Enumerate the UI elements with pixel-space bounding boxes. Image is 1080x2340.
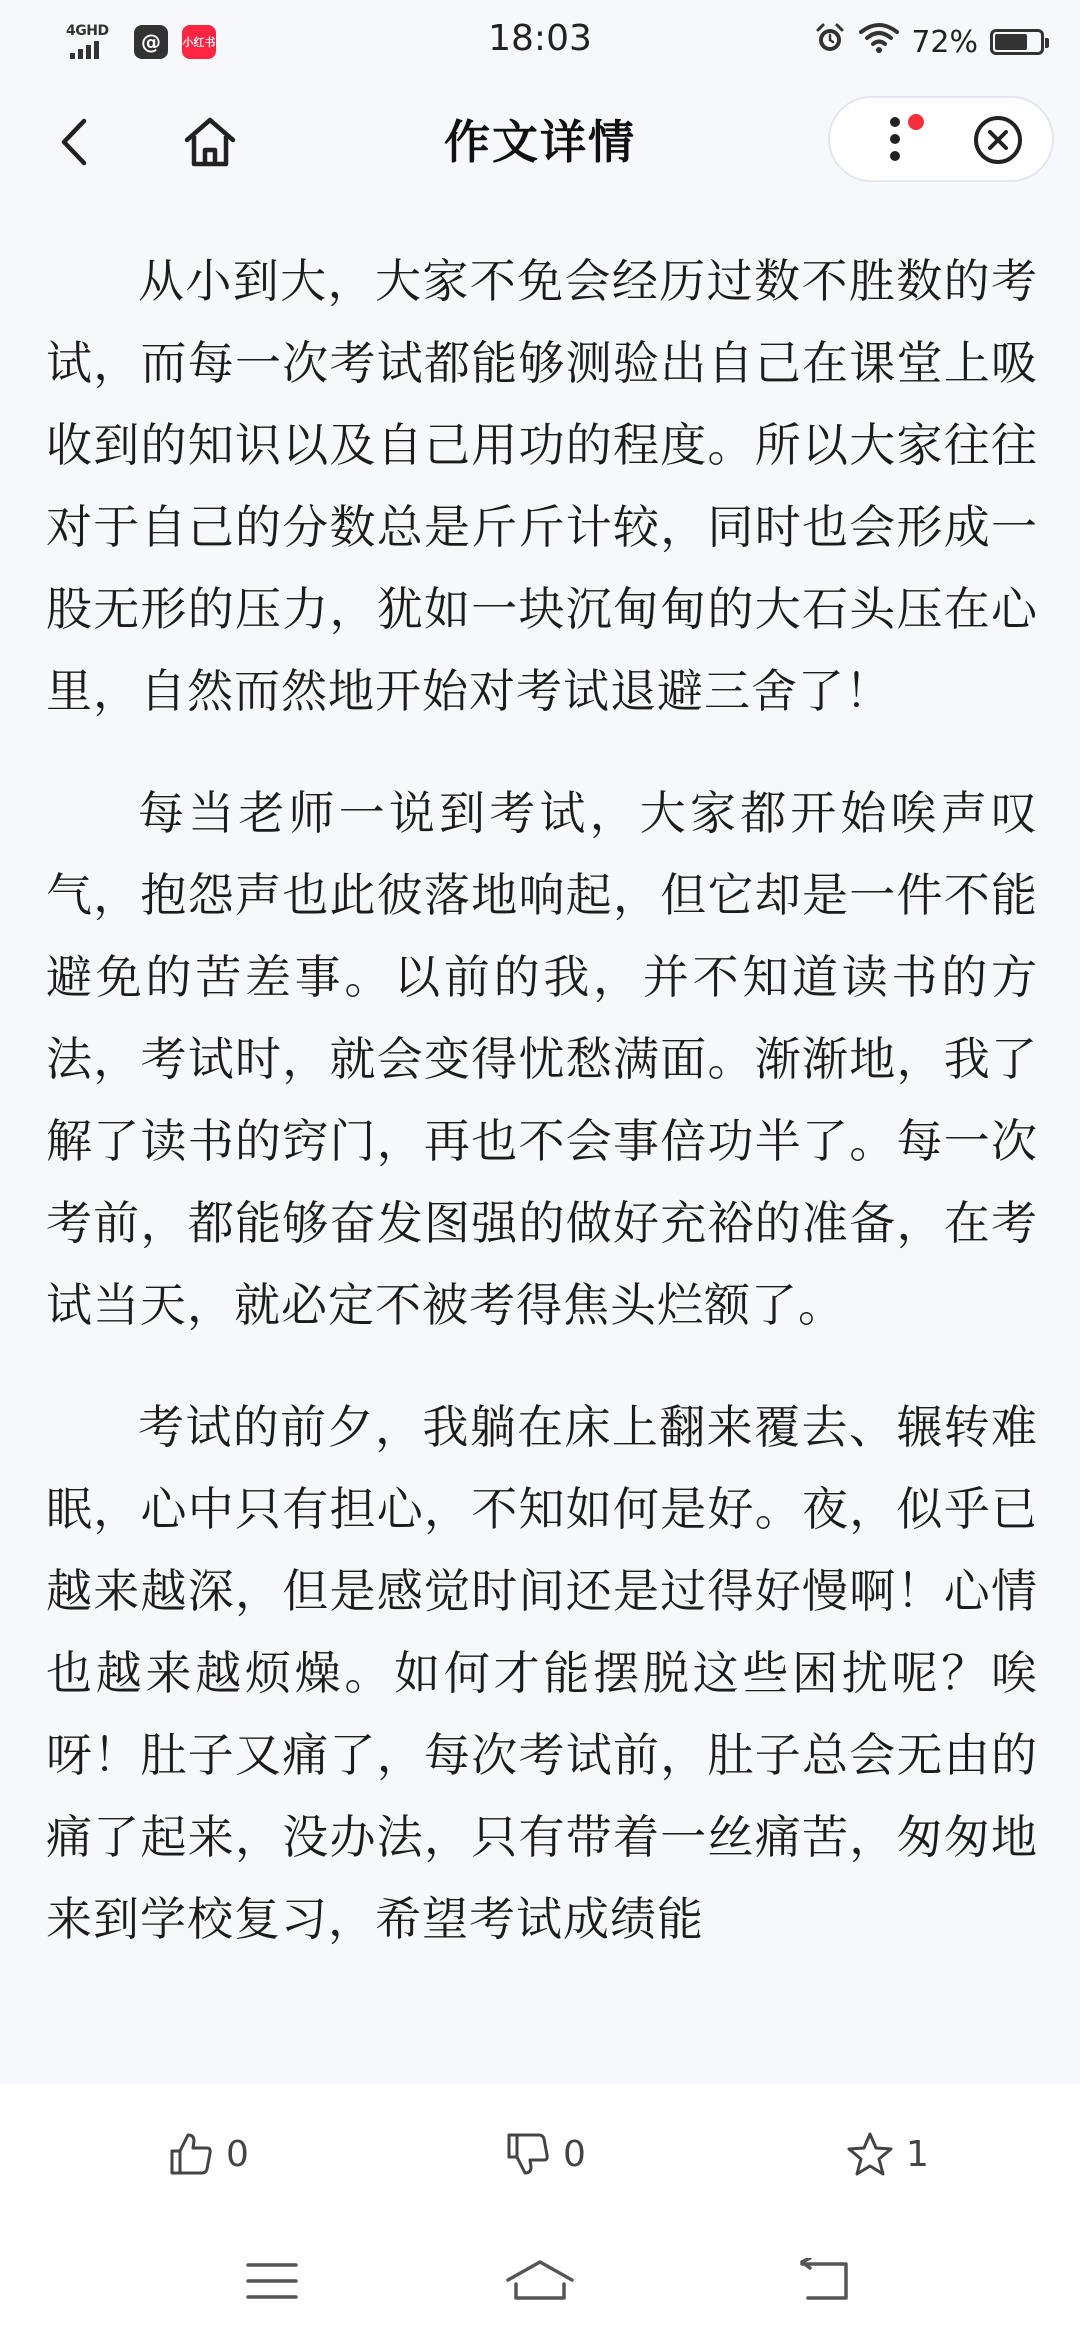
home-outline-icon (504, 2258, 576, 2304)
dislike-button[interactable] (505, 2114, 586, 2194)
battery-percent: 72% (911, 24, 978, 60)
favorite-button[interactable] (846, 2114, 929, 2194)
recent-apps-button[interactable] (232, 2246, 312, 2316)
like-count: 0 (226, 2133, 249, 2175)
article-paragraph: 每当老师一说到考试，大家都开始唉声叹气，抱怨声也此彼落地响起，但它却是一件不能避免的苦差事。以前的我，并不知道读书的方法，考试时，就会变得忧愁满面。渐渐地，我了解了读书的窍门，再也不会事倍功半了。每一次考前，都能够奋发图强的做好充裕的准备，在考试当天，就必定不被考得焦头烂额了。 (46, 786, 1038, 1332)
dislike-count: 0 (563, 2133, 586, 2175)
thumbs-down-icon (505, 2131, 551, 2177)
battery-icon (990, 29, 1044, 55)
system-nav-bar (0, 2220, 1080, 2340)
mini-program-capsule (828, 96, 1054, 182)
thumbs-up-icon (168, 2131, 214, 2177)
notification-app-glyph: @ (141, 30, 161, 54)
wifi-icon (859, 22, 899, 62)
notification-dot (908, 114, 924, 130)
capsule-divider (942, 120, 944, 160)
alarm-icon (813, 21, 847, 63)
status-time: 18:03 (488, 18, 592, 59)
more-options-button[interactable] (860, 106, 930, 172)
menu-icon (245, 2261, 299, 2301)
status-right (813, 20, 1044, 64)
article-paragraph: 从小到大，大家不免会经历过数不胜数的考试，而每一次考试都能够测验出自己在课堂上吸收到的知识以及自己用功的程度。所以大家往往对于自己的分数总是斤斤计较，同时也会形成一股无形的压力，犹如一块沉甸甸的大石头压在心里，自然而然地开始对考试退避三舍了！ (46, 254, 1038, 718)
network-type: 4GHD (66, 23, 109, 39)
action-bar (0, 2084, 1080, 2220)
system-home-button[interactable] (500, 2246, 580, 2316)
return-icon (796, 2258, 852, 2304)
like-button[interactable] (168, 2114, 249, 2194)
close-circle-icon (972, 114, 1024, 166)
article-body (0, 240, 1080, 1960)
xiaohongshu-app-label: 小红书 (182, 36, 216, 49)
status-bar (0, 0, 1080, 84)
header (0, 92, 1080, 192)
more-vertical-icon (888, 115, 902, 163)
favorite-count: 1 (906, 2133, 929, 2175)
article-paragraph: 考试的前夕，我躺在床上翻来覆去、辗转难眠，心中只有担心，不知如何是好。夜，似乎已越来越深，但是感觉时间还是过得好慢啊！心情也越来越烦燥。如何才能摆脱这些困扰呢？唉呀！肚子又痛了，每次考试前，肚子总会无由的痛了起来，没办法，只有带着一丝痛苦，匆匆地来到学校复习，希望考试成绩能 (46, 1400, 1038, 1946)
close-button[interactable] (970, 112, 1026, 168)
article-scroll-area[interactable] (0, 240, 1080, 2082)
star-icon (846, 2131, 894, 2177)
page-title: 作文详情 (444, 115, 636, 169)
battery-fill (995, 34, 1027, 50)
system-back-button[interactable] (784, 2246, 864, 2316)
